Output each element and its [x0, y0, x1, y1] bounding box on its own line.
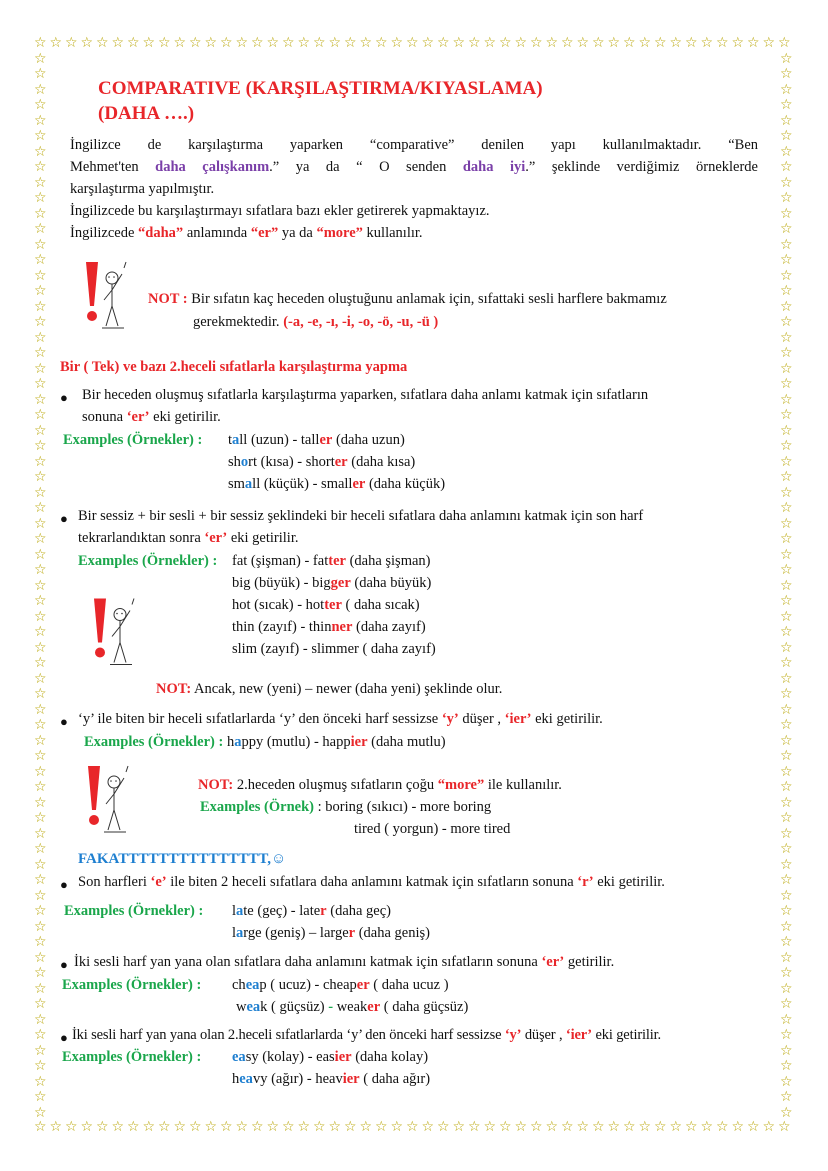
star-icon: ☆ — [780, 252, 793, 268]
star-icon: ☆ — [452, 35, 466, 51]
star-icon: ☆ — [561, 1119, 574, 1135]
star-icon: ☆ — [34, 422, 47, 439]
star-icon: ☆ — [34, 314, 47, 330]
star-icon: ☆ — [34, 1011, 47, 1028]
star-icon: ☆ — [34, 360, 47, 377]
star-icon: ☆ — [607, 1119, 621, 1135]
star-icon: ☆ — [34, 670, 47, 687]
examples-label: Examples (Örnekler) : — [62, 977, 202, 993]
star-icon: ☆ — [700, 35, 714, 51]
star-icon: ☆ — [34, 841, 47, 857]
star-icon: ☆ — [34, 81, 47, 98]
page-title: COMPARATIVE (KARŞILAŞTIRMA/KIYASLAMA) — [98, 78, 543, 99]
star-icon: ☆ — [780, 50, 793, 67]
star-icon: ☆ — [235, 35, 249, 51]
star-icon: ☆ — [654, 1119, 667, 1135]
star-icon: ☆ — [34, 1089, 47, 1105]
star-icon: ☆ — [34, 128, 47, 144]
star-icon: ☆ — [780, 422, 793, 439]
star-icon: ☆ — [780, 500, 793, 516]
star-icon: ☆ — [638, 1119, 652, 1135]
star-icon: ☆ — [700, 1119, 714, 1135]
star-icon: ☆ — [96, 35, 109, 51]
star-icon: ☆ — [780, 965, 793, 981]
star-icon: ☆ — [780, 314, 793, 330]
star-icon: ☆ — [468, 35, 481, 51]
star-icon: ☆ — [780, 980, 793, 997]
star-icon: ☆ — [34, 531, 47, 547]
examples-label: Examples (Örnekler) : — [78, 553, 218, 569]
star-icon: ☆ — [545, 35, 559, 51]
star-icon: ☆ — [173, 35, 187, 51]
star-icon: ☆ — [607, 35, 621, 51]
star-icon: ☆ — [235, 1119, 249, 1135]
example-row: heavy (ağır) - heavier ( daha ağır) — [232, 1071, 431, 1087]
star-icon: ☆ — [780, 701, 793, 718]
intro-line2: Mehmet'ten daha çalışkanım.” ya da “ O senden daha iyi.” şeklinde verdiğimiz örneklerde — [70, 159, 758, 175]
bullet-dot-icon: ● — [60, 714, 68, 729]
bullet-dot-icon: ● — [60, 877, 68, 892]
example-row: short (kısa) - shorter (daha kısa) — [228, 454, 416, 470]
star-icon: ☆ — [592, 1119, 605, 1135]
star-icon: ☆ — [204, 35, 218, 51]
star-icon: ☆ — [685, 1119, 698, 1135]
star-icon: ☆ — [344, 35, 357, 51]
star-icon: ☆ — [34, 996, 47, 1012]
star-icon: ☆ — [297, 1119, 311, 1135]
star-icon: ☆ — [780, 221, 793, 237]
star-icon: ☆ — [780, 453, 793, 470]
star-icon: ☆ — [731, 35, 745, 51]
star-icon: ☆ — [34, 1027, 47, 1043]
page-title-line2: (DAHA ….) — [98, 103, 195, 124]
star-icon: ☆ — [780, 546, 793, 563]
star-icon: ☆ — [780, 360, 793, 377]
star-icon: ☆ — [204, 1119, 218, 1135]
exclamation-teacher-icon — [78, 256, 138, 336]
star-icon: ☆ — [514, 1119, 528, 1135]
star-icon: ☆ — [34, 639, 47, 656]
rule1-line2: sonuna ‘er’ eki getirilir. — [82, 409, 221, 425]
bullet-dot-icon: ● — [60, 1030, 68, 1045]
star-icon: ☆ — [220, 1119, 233, 1135]
star-icon: ☆ — [34, 1073, 47, 1090]
star-icon: ☆ — [780, 686, 793, 702]
star-icon: ☆ — [34, 252, 47, 268]
star-icon: ☆ — [80, 1119, 94, 1135]
star-icon: ☆ — [421, 1119, 435, 1135]
star-icon: ☆ — [780, 1042, 793, 1059]
star-icon: ☆ — [669, 1119, 683, 1135]
star-icon: ☆ — [34, 453, 47, 470]
star-icon: ☆ — [780, 903, 793, 919]
star-icon: ☆ — [780, 345, 793, 361]
star-icon: ☆ — [34, 174, 47, 191]
star-icon: ☆ — [34, 577, 47, 594]
star-icon: ☆ — [34, 810, 47, 826]
star-icon: ☆ — [780, 748, 793, 764]
star-icon: ☆ — [34, 856, 47, 873]
star-icon: ☆ — [34, 934, 47, 950]
note3-example2: tired ( yorgun) - more tired — [354, 821, 511, 837]
intro-line4: İngilizcede bu karşılaştırmayı sıfatlara bazı ekler getirerek yapmaktayız. — [70, 203, 490, 219]
star-icon: ☆ — [483, 1119, 497, 1135]
star-icon: ☆ — [780, 732, 793, 749]
star-icon: ☆ — [34, 701, 47, 718]
star-icon: ☆ — [780, 438, 793, 454]
star-icon: ☆ — [34, 562, 47, 578]
example-row: hot (sıcak) - hotter ( daha sıcak) — [232, 597, 420, 613]
star-icon: ☆ — [780, 670, 793, 687]
star-icon: ☆ — [437, 35, 450, 51]
star-icon: ☆ — [780, 810, 793, 826]
star-icon: ☆ — [34, 779, 47, 795]
star-icon: ☆ — [780, 190, 793, 206]
examples-label: Examples (Örnekler) : — [63, 432, 203, 448]
star-icon: ☆ — [34, 763, 47, 780]
star-icon: ☆ — [780, 515, 793, 532]
star-icon: ☆ — [592, 35, 605, 51]
star-icon: ☆ — [780, 763, 793, 780]
star-icon: ☆ — [34, 1058, 47, 1074]
star-icon: ☆ — [780, 484, 793, 501]
star-icon: ☆ — [34, 66, 47, 82]
star-icon: ☆ — [34, 236, 47, 253]
fakat-heading: FAKATTTTTTTTTTTTTTT,☺ — [78, 851, 287, 867]
star-icon: ☆ — [49, 35, 63, 51]
star-icon: ☆ — [499, 1119, 512, 1135]
star-icon: ☆ — [762, 1119, 776, 1135]
star-icon: ☆ — [282, 35, 295, 51]
example-row: easy (kolay) - easier (daha kolay) — [232, 1049, 429, 1065]
star-icon: ☆ — [716, 1119, 729, 1135]
star-icon: ☆ — [158, 1119, 171, 1135]
star-icon: ☆ — [34, 686, 47, 702]
star-icon: ☆ — [780, 81, 793, 98]
star-icon: ☆ — [34, 298, 47, 315]
star-icon: ☆ — [65, 1119, 78, 1135]
star-icon: ☆ — [780, 608, 793, 625]
star-icon: ☆ — [34, 980, 47, 997]
star-icon: ☆ — [344, 1119, 357, 1135]
star-icon: ☆ — [328, 1119, 342, 1135]
note1: NOT : Bir sıfatın kaç heceden oluştuğunu anlamak için, sıfattaki sesli harflere bakmamız — [148, 291, 667, 307]
star-icon: ☆ — [34, 825, 47, 842]
star-icon: ☆ — [780, 1058, 793, 1074]
star-icon: ☆ — [780, 949, 793, 966]
star-icon: ☆ — [34, 903, 47, 919]
examples-label: Examples (Örnekler) : — [64, 903, 204, 919]
star-icon: ☆ — [780, 624, 793, 640]
rule5: İki sesli harf yan yana olan sıfatlara daha anlamını katmak için sıfatların sonuna ‘er’ getirilir. — [74, 954, 615, 970]
star-icon: ☆ — [747, 35, 760, 51]
example-row: small (küçük) - smaller (daha küçük) — [228, 476, 446, 492]
star-icon: ☆ — [780, 97, 793, 113]
rule2-line1: Bir sessiz + bir sesli + bir sessiz şeklindeki bir heceli sıfatlara daha anlamını katmak için son harf — [78, 508, 644, 524]
star-icon: ☆ — [111, 1119, 125, 1135]
star-icon: ☆ — [313, 35, 326, 51]
star-icon: ☆ — [127, 1119, 140, 1135]
star-icon: ☆ — [34, 345, 47, 361]
exclamation-teacher-icon — [80, 760, 140, 840]
rule2-line2: tekrarlandıktan sonra ‘er’ eki getirilir. — [78, 530, 299, 546]
star-icon: ☆ — [34, 965, 47, 981]
star-icon: ☆ — [780, 918, 793, 935]
star-icon: ☆ — [780, 236, 793, 253]
star-icon: ☆ — [406, 1119, 419, 1135]
star-icon: ☆ — [34, 159, 47, 175]
star-icon: ☆ — [34, 748, 47, 764]
star-icon: ☆ — [778, 1119, 791, 1135]
star-icon: ☆ — [34, 949, 47, 966]
star-icon: ☆ — [437, 1119, 450, 1135]
star-icon: ☆ — [34, 515, 47, 532]
star-icon: ☆ — [762, 35, 776, 51]
example-row: weak ( güçsüz) - weaker ( daha güçsüz) — [236, 999, 469, 1015]
star-icon: ☆ — [34, 500, 47, 516]
star-icon: ☆ — [34, 283, 47, 299]
star-icon: ☆ — [111, 35, 125, 51]
note3: NOT: 2.heceden oluşmuş sıfatların çoğu “more” ile kullanılır. — [198, 777, 562, 793]
star-icon: ☆ — [780, 577, 793, 594]
star-icon: ☆ — [49, 1119, 63, 1135]
star-icon: ☆ — [780, 856, 793, 873]
star-icon: ☆ — [780, 174, 793, 191]
star-icon: ☆ — [251, 1119, 264, 1135]
star-icon: ☆ — [716, 35, 729, 51]
star-icon: ☆ — [576, 1119, 590, 1135]
star-icon: ☆ — [34, 872, 47, 888]
star-icon: ☆ — [359, 1119, 373, 1135]
star-icon: ☆ — [780, 298, 793, 315]
star-icon: ☆ — [297, 35, 311, 51]
star-icon: ☆ — [34, 143, 47, 160]
rule1-line1: Bir heceden oluşmuş sıfatlarla karşılaştırma yaparken, sıfatlara daha anlamı katmak için sıfatların — [82, 387, 649, 403]
star-icon: ☆ — [34, 190, 47, 206]
star-icon: ☆ — [780, 112, 793, 129]
star-icon: ☆ — [34, 97, 47, 113]
examples-3: Examples (Örnekler) : happy (mutlu) - happier (daha mutlu) — [84, 734, 446, 750]
star-icon: ☆ — [34, 50, 47, 67]
star-icon: ☆ — [780, 205, 793, 222]
star-icon: ☆ — [34, 624, 47, 640]
star-icon: ☆ — [282, 1119, 295, 1135]
star-icon: ☆ — [390, 1119, 404, 1135]
star-icon: ☆ — [80, 35, 94, 51]
star-icon: ☆ — [731, 1119, 745, 1135]
star-icon: ☆ — [34, 376, 47, 392]
star-icon: ☆ — [530, 1119, 543, 1135]
star-icon: ☆ — [780, 934, 793, 950]
star-icon: ☆ — [375, 35, 388, 51]
star-icon: ☆ — [65, 35, 78, 51]
star-icon: ☆ — [34, 593, 47, 609]
intro-line5: İngilizcede “daha” anlamında “er” ya da “more” kullanılır. — [70, 225, 423, 241]
star-icon: ☆ — [780, 128, 793, 144]
star-icon: ☆ — [780, 391, 793, 408]
example-row: slim (zayıf) - slimmer ( daha zayıf) — [232, 641, 436, 657]
star-icon: ☆ — [747, 1119, 760, 1135]
star-icon: ☆ — [780, 872, 793, 888]
star-icon: ☆ — [780, 329, 793, 346]
star-icon: ☆ — [173, 1119, 187, 1135]
star-icon: ☆ — [251, 35, 264, 51]
star-icon: ☆ — [96, 1119, 109, 1135]
star-icon: ☆ — [158, 35, 171, 51]
star-icon: ☆ — [34, 438, 47, 454]
star-icon: ☆ — [780, 655, 793, 671]
star-icon: ☆ — [780, 159, 793, 175]
star-icon: ☆ — [780, 1073, 793, 1090]
star-icon: ☆ — [142, 35, 156, 51]
star-icon: ☆ — [34, 1042, 47, 1059]
star-icon: ☆ — [780, 639, 793, 656]
star-icon: ☆ — [266, 35, 280, 51]
star-icon: ☆ — [34, 484, 47, 501]
star-icon: ☆ — [189, 1119, 202, 1135]
star-icon: ☆ — [780, 407, 793, 423]
rule6: İki sesli harf yan yana olan 2.heceli sıfatlarlarda ‘y’ den önceki harf sessizse ‘y’ düşer , ‘ier’ eki getirilir. — [72, 1027, 662, 1043]
star-icon: ☆ — [780, 1089, 793, 1105]
star-icon: ☆ — [34, 546, 47, 563]
star-icon: ☆ — [34, 794, 47, 811]
star-icon: ☆ — [220, 35, 233, 51]
star-icon: ☆ — [545, 1119, 559, 1135]
star-icon: ☆ — [780, 469, 793, 485]
star-icon: ☆ — [780, 593, 793, 609]
star-icon: ☆ — [780, 66, 793, 82]
star-icon: ☆ — [34, 918, 47, 935]
star-icon: ☆ — [780, 1011, 793, 1028]
note3-examples: Examples (Örnek) : boring (sıkıcı) - more boring — [200, 799, 492, 815]
star-icon: ☆ — [34, 887, 47, 904]
example-row: tall (uzun) - taller (daha uzun) — [228, 432, 405, 448]
star-icon: ☆ — [34, 1104, 47, 1121]
bullet-dot-icon: ● — [60, 511, 68, 526]
star-icon: ☆ — [34, 35, 47, 51]
star-icon: ☆ — [780, 887, 793, 904]
star-icon: ☆ — [34, 205, 47, 222]
star-icon: ☆ — [623, 1119, 636, 1135]
rule3: ‘y’ ile biten bir heceli sıfatlarlarda ‘y’ den önceki harf sessizse ‘y’ düşer , ‘ier’ eki getirilir. — [78, 711, 603, 727]
star-icon: ☆ — [359, 35, 373, 51]
star-icon: ☆ — [780, 841, 793, 857]
star-icon: ☆ — [34, 267, 47, 284]
star-icon: ☆ — [266, 1119, 280, 1135]
star-icon: ☆ — [780, 267, 793, 284]
star-icon: ☆ — [421, 35, 435, 51]
examples-label: Examples (Örnekler) : — [62, 1049, 202, 1065]
star-icon: ☆ — [452, 1119, 466, 1135]
example-row: cheap ( ucuz) - cheaper ( daha ucuz ) — [232, 977, 449, 993]
star-icon: ☆ — [778, 35, 791, 51]
section-heading: Bir ( Tek) ve bazı 2.heceli sıfatlarla karşılaştırma yapma — [60, 359, 408, 375]
star-icon: ☆ — [638, 35, 652, 51]
star-icon: ☆ — [780, 825, 793, 842]
exclamation-teacher-icon — [86, 585, 146, 680]
star-icon: ☆ — [654, 35, 667, 51]
star-icon: ☆ — [576, 35, 590, 51]
star-icon: ☆ — [499, 35, 512, 51]
star-icon: ☆ — [328, 35, 342, 51]
intro-line1: İngilizce de karşılaştırma yaparken “comparative” denilen yapı kullanılmaktadır. “Ben — [70, 137, 758, 153]
star-icon: ☆ — [34, 391, 47, 408]
star-icon: ☆ — [34, 112, 47, 129]
star-icon: ☆ — [514, 35, 528, 51]
star-icon: ☆ — [669, 35, 683, 51]
star-icon: ☆ — [780, 283, 793, 299]
star-icon: ☆ — [390, 35, 404, 51]
star-icon: ☆ — [780, 531, 793, 547]
example-row: big (büyük) - bigger (daha büyük) — [232, 575, 432, 591]
star-icon: ☆ — [34, 407, 47, 423]
intro-line3: karşılaştırma yapılmıştır. — [70, 181, 215, 197]
rule4: Son harfleri ‘e’ ile biten 2 heceli sıfatlara daha anlamını katmak için sıfatların sonuna ‘r’ eki getirilir. — [78, 874, 665, 890]
bullet-dot-icon: ● — [60, 390, 68, 405]
star-icon: ☆ — [375, 1119, 388, 1135]
star-icon: ☆ — [780, 562, 793, 578]
star-icon: ☆ — [34, 655, 47, 671]
star-icon: ☆ — [34, 608, 47, 625]
star-icon: ☆ — [406, 35, 419, 51]
star-icon: ☆ — [780, 143, 793, 160]
star-icon: ☆ — [468, 1119, 481, 1135]
star-icon: ☆ — [780, 794, 793, 811]
star-icon: ☆ — [561, 35, 574, 51]
star-icon: ☆ — [313, 1119, 326, 1135]
star-icon: ☆ — [780, 779, 793, 795]
star-icon: ☆ — [530, 35, 543, 51]
star-icon: ☆ — [780, 1104, 793, 1121]
example-row: thin (zayıf) - thinner (daha zayıf) — [232, 619, 426, 635]
bullet-dot-icon: ● — [60, 957, 68, 972]
star-icon: ☆ — [34, 732, 47, 749]
note2: NOT: Ancak, new (yeni) – newer (daha yeni) şeklinde olur. — [156, 681, 503, 697]
example-row: fat (şişman) - fatter (daha şişman) — [232, 553, 431, 569]
star-icon: ☆ — [780, 996, 793, 1012]
star-icon: ☆ — [780, 1027, 793, 1043]
star-icon: ☆ — [189, 35, 202, 51]
star-icon: ☆ — [34, 469, 47, 485]
star-icon: ☆ — [34, 1119, 47, 1135]
star-icon: ☆ — [127, 35, 140, 51]
star-icon: ☆ — [483, 35, 497, 51]
star-icon: ☆ — [780, 717, 793, 733]
star-icon: ☆ — [685, 35, 698, 51]
note1-line2: gerekmektedir. (-a, -e, -ı, -i, -o, -ö, -u, -ü ) — [193, 314, 439, 330]
example-row: large (geniş) – larger (daha geniş) — [232, 925, 430, 941]
example-row: late (geç) - later (daha geç) — [232, 903, 392, 919]
star-icon: ☆ — [780, 376, 793, 392]
star-icon: ☆ — [142, 1119, 156, 1135]
star-icon: ☆ — [34, 717, 47, 733]
star-icon: ☆ — [623, 35, 636, 51]
star-icon: ☆ — [34, 329, 47, 346]
star-icon: ☆ — [34, 221, 47, 237]
